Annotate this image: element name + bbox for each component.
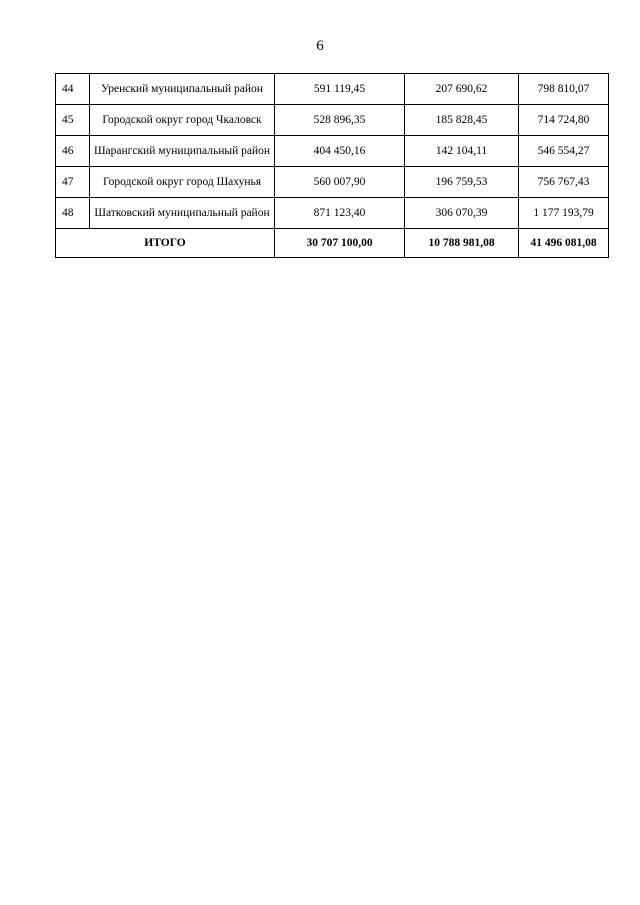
amount-col3: 546 554,27 — [519, 136, 609, 167]
amount-col2: 142 104,11 — [405, 136, 519, 167]
amount-col2: 306 070,39 — [405, 198, 519, 229]
row-number: 44 — [56, 74, 90, 105]
amount-col1: 560 007,90 — [275, 167, 405, 198]
amount-col1: 871 123,40 — [275, 198, 405, 229]
table-row — [56, 136, 609, 167]
amount-col2: 196 759,53 — [405, 167, 519, 198]
total-col2: 10 788 981,08 — [405, 229, 519, 258]
total-row — [56, 229, 609, 258]
table-row — [56, 74, 609, 105]
district-name: Шарангский муниципальный район — [90, 136, 275, 167]
amount-col1: 528 896,35 — [275, 105, 405, 136]
amount-col3: 1 177 193,79 — [519, 198, 609, 229]
page-number: 6 — [316, 38, 324, 54]
amount-col2: 207 690,62 — [405, 74, 519, 105]
table-row — [56, 105, 609, 136]
table-row — [56, 167, 609, 198]
row-number: 46 — [56, 136, 90, 167]
row-number: 48 — [56, 198, 90, 229]
district-name: Уренский муниципальный район — [90, 74, 275, 105]
table-row — [56, 198, 609, 229]
district-name: Шатковский муниципальный район — [90, 198, 275, 229]
budget-table — [55, 73, 609, 258]
total-label: ИТОГО — [56, 229, 275, 258]
total-col3: 41 496 081,08 — [519, 229, 609, 258]
row-number: 45 — [56, 105, 90, 136]
amount-col3: 756 767,43 — [519, 167, 609, 198]
district-name: Городской округ город Шахунья — [90, 167, 275, 198]
amount-col1: 404 450,16 — [275, 136, 405, 167]
amount-col1: 591 119,45 — [275, 74, 405, 105]
amount-col2: 185 828,45 — [405, 105, 519, 136]
amount-col3: 714 724,80 — [519, 105, 609, 136]
total-col1: 30 707 100,00 — [275, 229, 405, 258]
district-name: Городской округ город Чкаловск — [90, 105, 275, 136]
row-number: 47 — [56, 167, 90, 198]
amount-col3: 798 810,07 — [519, 74, 609, 105]
